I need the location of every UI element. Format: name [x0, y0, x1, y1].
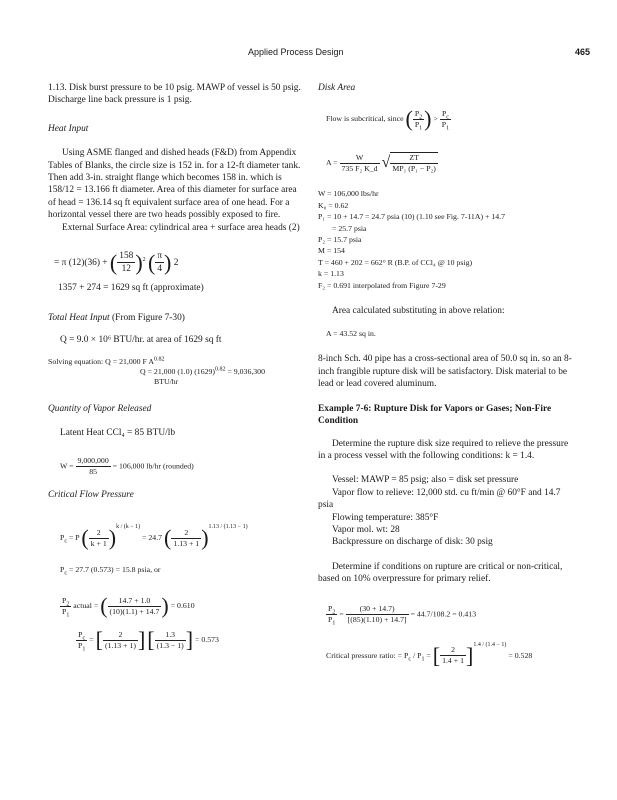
page-header: [0, 45, 617, 65]
equation-w: W = $\frac{9,000,000}{85}$ = 106,000 lb/hr (rounded): [60, 455, 194, 476]
eq-solving: Solving equation: Q = 21,000 F $A^{0.82}$: [48, 356, 165, 366]
var-k: K₀ = 0.62: [318, 200, 349, 210]
var-p1-cont: = 25.7 psia: [332, 223, 367, 233]
latent-heat: Latent Heat CCl₄ = 85 BTU/lb: [60, 428, 176, 439]
page-number: 465: [575, 47, 591, 57]
running-title: Applied Process Design: [248, 47, 344, 57]
paragraph-heads: Using ASME flanged and dished heads (F&D) from Appendix Tables of Blanks, the circle size is 152 in. for a 12-ft diameter tank. Then add 3-in. straight flange which becomes 158 in. which is 158/12 = 13.166 ft diameter. Area of this diameter for surface area of head = 136.14 sq ft equivalent surface area of one head. For a horizontal vessel there are two heads possibly exposed to fire.: [48, 148, 301, 221]
eq-area-fraction-1: $\frac{158}{12}$: [119, 251, 134, 275]
paragraph-conditions: Determine if conditions on rupture are critical or non-critical, based on 10% overpressure for primary relief.: [318, 561, 563, 585]
heading-example-7-6: Example 7-6: Rupture Disk for Vapors or Gases; Non-Fire Condition: [318, 403, 552, 427]
cond-mol: Vapor mol. wt: 28: [332, 524, 400, 535]
equation-ratio: $\frac{P_c}{P_1}$ = [ $\frac{2}{(1.13 + 1)}$ ] [ $\frac{1.3}{(1.3 - 1)}$ ] = 0.573: [78, 627, 219, 653]
equation-p2p1: $\frac{P_2}{P_1}$ = $\frac{(30 + 14.7)}{[(85)(1.10) + 14.7]}$ = 44.7/108.2 = 0.413: [328, 603, 477, 627]
right-column: [318, 82, 574, 667]
heading-vapor-released: Quantity of Vapor Released: [48, 403, 152, 414]
var-m: M = 154: [318, 246, 345, 256]
var-w: W = 106,000 lbs/hr: [318, 189, 379, 199]
var-kval: k = 1.13: [318, 269, 344, 279]
var-p1: P₁ = 10 + 14.7 = 24.7 psia (10) (1.10 see Fig. 7-11A) + 14.7: [318, 212, 505, 222]
cond-flow: Vapor flow to relieve: 12,000 std. cu ft/min @ 60°F and 14.7 psia: [318, 487, 561, 511]
left-column: [48, 82, 302, 651]
equation-critical-ratio: Critical pressure ratio: = $P_c / P_1$ = [ $\frac{2}{1.4 + 1}$ ]$^{1.4 / (1.4 - 1)}$ = 0.528: [326, 641, 533, 668]
heading-critical-flow: Critical Flow Pressure: [48, 489, 134, 500]
cond-backpressure: Backpressure on discharge of disk: 30 psig: [332, 537, 493, 548]
var-f2: F₂ = 0.691 interpolated from Figure 7-29: [318, 280, 446, 290]
equation-pc: $P_c = P$ ( $\frac{2}{k + 1}$ )$^{k / (k - 1)}$ = 24.7 ( $\frac{2}{1.13 + 1}$ )$^{1.13 / (1.13 - 1)}$: [60, 524, 248, 551]
paragraph-disk-burst: 1.13. Disk burst pressure to be 10 psig. MAWP of vessel is 50 psig. Discharge line back pressure is 1 psig.: [48, 83, 301, 106]
equation-actual: $\frac{P_2}{P_1}$ actual = ( $\frac{14.7 + 1.0}{(10)(1.1) + 14.7}$ ) = 0.610: [62, 593, 195, 619]
area-calc-text: Area calculated substituting in above relation:: [332, 306, 505, 317]
equation-area: = π (12)(36) + ( $\frac{158}{12}$ )$^2$ ( $\frac{\pi}{4}$ ) 2 1357 + 274 = 1629 sq ft (approximate): [54, 249, 204, 294]
eq-area-result: 1357 + 274 = 1629 sq ft (approximate): [58, 283, 204, 294]
paragraph-external-area: External Surface Area: cylindrical area + surface area heads (2): [62, 222, 300, 233]
var-p2: P₂ = 15.7 psia: [318, 235, 362, 245]
eq-pc-result: $P_c = 27.7$ (0.573) = 15.8 psia, or: [60, 565, 161, 577]
variable-list: [318, 188, 574, 291]
eq-area-lhs: = π (12)(36) +: [54, 258, 108, 269]
var-t: T = 460 + 202 = 662° R (B.P. of CCl₄ @ 10 psig): [318, 257, 473, 267]
cond-temp: Flowing temperature: 385°F: [332, 512, 439, 523]
heading-total-heat: Total Heat Input (From Figure 7-30): [48, 313, 185, 324]
eq-solving-units: BTU/hr: [154, 376, 179, 386]
paragraph-determine: Determine the rupture disk size required to relieve the pressure in a process vessel with the following conditions: k = 1.4.: [318, 438, 569, 461]
equation-a: A = $\frac{W}{\text{735 F₂ K\_d}}$ √ $\frac{ZT}{\text{MP₁ (P₁ − P₂)}}$: [326, 152, 436, 174]
eq-area-fraction-2: $\frac{\pi}{4}$: [157, 251, 163, 275]
heading-disk-area: Disk Area: [318, 83, 356, 93]
subcritical-line: Flow is subcritical, since ( $\frac{P_2}{P_1}$ ) > $\frac{P_c}{P_1}$: [326, 106, 450, 132]
eq-solving-line2: Q = 21,000 (1.0) $(1629)^{0.82} = 9,036,300$: [140, 366, 265, 376]
paragraph-pipe: 8-inch Sch. 40 pipe has a cross-sectional area of 50.0 sq in. so an 8-inch frangible rupture disk will be satisfactory. Disk material to be lead or lead covered aluminum.: [318, 354, 572, 390]
heading-heat-input: Heat Input: [48, 123, 89, 134]
cond-vessel: Vessel: MAWP = 85 psig; also = disk set pressure: [332, 475, 519, 486]
eq-q: Q = 9.0 × 10⁶ BTU/hr. at area of 1629 sq ft: [60, 335, 222, 346]
area-result: A = 43.52 sq in.: [326, 329, 376, 339]
